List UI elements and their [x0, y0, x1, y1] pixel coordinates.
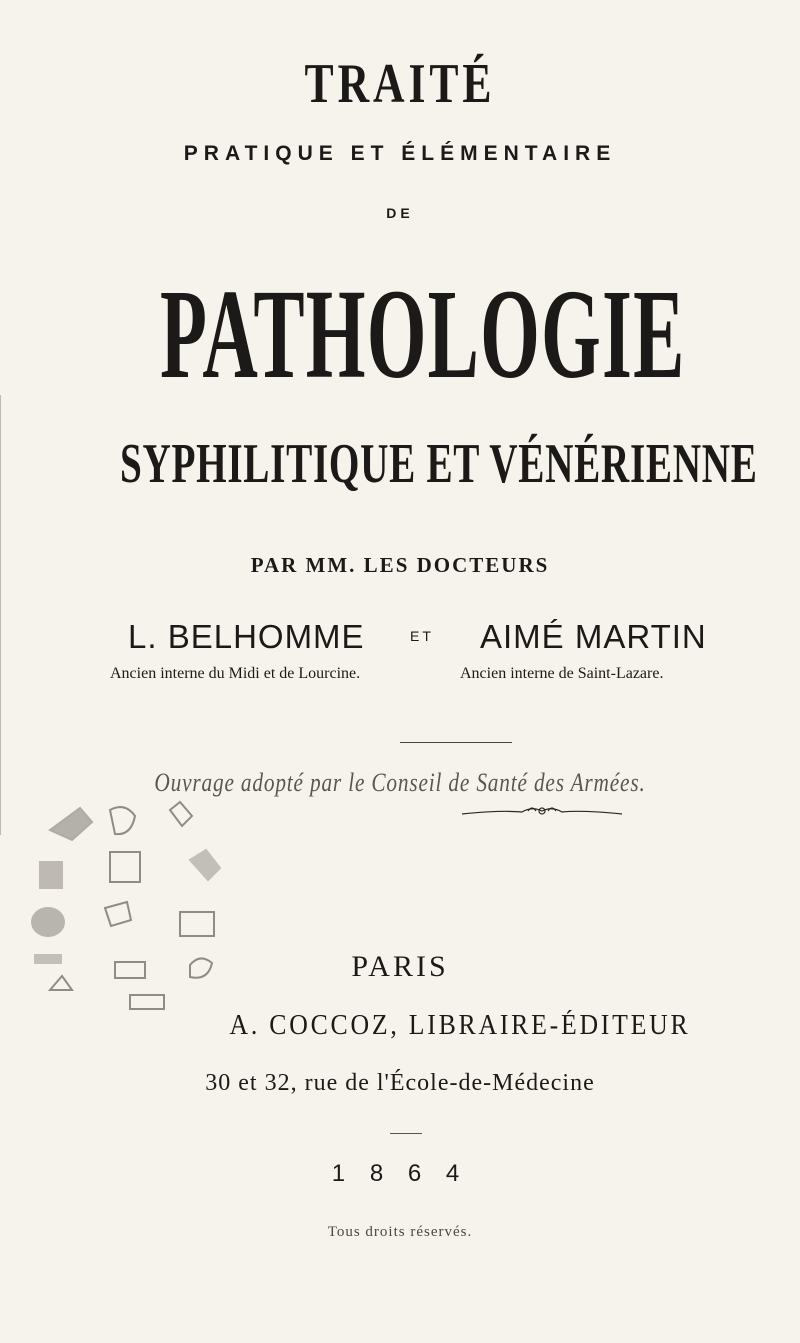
rights-notice: Tous droits réservés. [327, 1224, 473, 1240]
ornament-flourish-icon [462, 802, 622, 820]
endorsement-line: Ouvrage adopté par le Conseil de Santé des Armées. [154, 768, 646, 797]
divider-rule [400, 742, 512, 743]
author-2-name: AIMÉ MARTIN [480, 618, 707, 655]
main-subtitle: SYPHILITIQUE ET VÉNÉRIENNE [120, 433, 758, 495]
publisher-name: A. COCCOZ, LIBRAIRE-ÉDITEUR [229, 1010, 691, 1041]
publication-city: PARIS [351, 950, 449, 983]
publication-year: 1 8 6 4 [331, 1160, 469, 1187]
main-title: PATHOLOGIE [159, 263, 686, 405]
book-subtitle-line: PRATIQUE ET ÉLÉMENTAIRE [183, 142, 617, 165]
authors-conjunction: ET [410, 628, 434, 644]
authors-row [0, 618, 800, 662]
authors-intro: PAR MM. LES DOCTEURS [250, 553, 550, 577]
title-preposition: DE [386, 205, 414, 221]
page-edge-line [0, 395, 1, 835]
book-title: TRAITÉ [304, 53, 496, 115]
short-divider [390, 1133, 422, 1134]
author-2-affiliation: Ancien interne de Saint-Lazare. [460, 665, 664, 682]
library-stamp-icon [20, 790, 310, 1020]
author-1-affiliation: Ancien interne du Midi et de Lourcine. [110, 665, 361, 682]
publisher-address: 30 et 32, rue de l'École-de-Médecine [205, 1070, 595, 1096]
author-1-name: L. BELHOMME [128, 618, 365, 655]
